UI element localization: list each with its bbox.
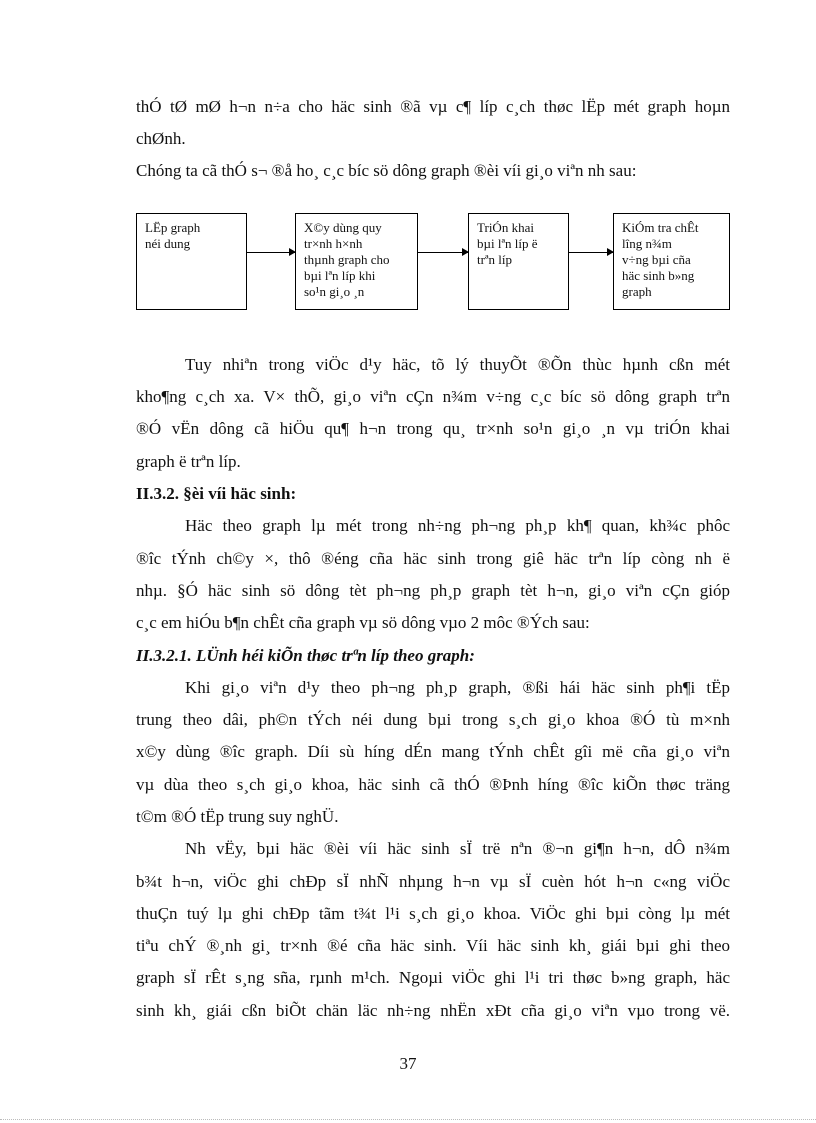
text-line: x©y dùng ®îc graph. Díi sù híng dÉn mang tÝnh chÊt gîi më cña gi¸o viªn [136, 742, 730, 761]
text-line: trung theo dâi, ph©n tÝch néi dung bµi trong s¸ch gi¸o khoa ®Ó tù m×nh [136, 710, 730, 729]
text-line: b¾t h¬n, viÖc ghi chÐp sÏ nhÑ nhµng h¬n vµ sÏ cuèn hót h¬n c«ng viÖc [136, 872, 730, 891]
text-line: c¸c em hiÓu b¶n chÊt cña graph vµ sö dông vµo 2 môc ®Ých sau: [136, 613, 590, 632]
text-line: kho¶ng c¸ch xa. V× thÕ, gi¸o viªn cÇn n¾m v÷ng c¸c bíc sö dông graph trªn [136, 387, 730, 406]
text-line: graph ë trªn líp. [136, 452, 241, 471]
text-line: Khi gi¸o viªn d¹y theo ph¬ng ph¸p graph, ®ßi hái häc sinh ph¶i tËp [185, 678, 730, 697]
arrow-right-icon [569, 252, 613, 253]
text-line: tiªu chÝ ®¸nh gi¸ tr×nh ®é cña häc sinh. Víi häc sinh kh¸ giái bµi ghi theo [136, 936, 730, 955]
text-line: Tuy nhiªn trong viÖc d¹y häc, tõ lý thuyÕt ®Õn thùc hµnh cßn mét [185, 355, 730, 374]
text-line: nhµ. §Ó häc sinh sö dông tèt ph¬ng ph¸p graph tèt h¬n, gi¸o viªn cÇn gióp [136, 581, 730, 600]
arrow-right-icon [418, 252, 468, 253]
section-heading: II.3.2. §èi víi häc sinh: [136, 484, 297, 503]
text-line: thuÇn tuý lµ ghi chÐp tãm t¾t l¹i s¸ch gi¸o khoa. ViÖc ghi bµi còng lµ mét [136, 904, 730, 923]
text-line: thÓ tØ mØ h¬n n÷a cho häc sinh ®ã vµ c¶ líp c¸ch thøc lËp mét graph hoµn [136, 97, 730, 116]
flow-step-box: LËp graph néi dung [136, 213, 247, 310]
page-bottom-divider [0, 1119, 816, 1120]
subsection-heading: II.3.2.1. LÜnh héi kiÕn thøc trªn líp theo graph: [136, 646, 475, 665]
flow-step-box: KiÓm tra chÊt lîng n¾m v÷ng bµi cña häc sinh b»ng graph [613, 213, 730, 310]
arrow-right-icon [247, 252, 295, 253]
text-line: graph sÏ rÊt s¸ng sña, rµnh m¹ch. Ngoµi viÖc ghi l¹i tri thøc b»ng graph, häc [136, 968, 730, 987]
page-number: 37 [399, 1054, 417, 1073]
text-line: Häc theo graph lµ mét trong nh÷ng ph¬ng ph¸p kh¶ quan, kh¾c phôc [185, 516, 730, 535]
text-line: ®îc tÝnh ch©y ×, thô ®éng cña häc sinh trong giê häc trªn líp còng nh ë [136, 549, 730, 568]
text-line: Nh vËy, bµi häc ®èi víi häc sinh sÏ trë nªn ®¬n gi¶n h¬n, dÔ n¾m [185, 839, 730, 858]
text-line: vµ dùa theo s¸ch gi¸o khoa, häc sinh cã thÓ ®Þnh híng ®îc kiÕn thøc träng [136, 775, 730, 794]
flow-step-box: X©y dùng quy tr×nh h×nh thµnh graph cho bµi lªn líp khi so¹n gi¸o ¸n [295, 213, 418, 310]
text-line: Chóng ta cã thÓ s¬ ®å ho¸ c¸c bíc sö dông graph ®èi víi gi¸o viªn nh sau: [136, 161, 637, 180]
text-line: chØnh. [136, 129, 186, 148]
text-line: ®Ó vËn dông cã hiÖu qu¶ h¬n trong qu¸ tr×nh so¹n gi¸o ¸n vµ triÓn khai [136, 419, 730, 438]
text-line: t©m ®Ó tËp trung suy nghÜ. [136, 807, 339, 826]
text-line: sinh kh¸ giái cßn biÕt chän läc nh÷ng nhËn xÐt cña gi¸o viªn vµo trong vë. [136, 1001, 730, 1020]
flow-step-box: TriÓn khai bµi lªn líp ë trªn líp [468, 213, 569, 310]
